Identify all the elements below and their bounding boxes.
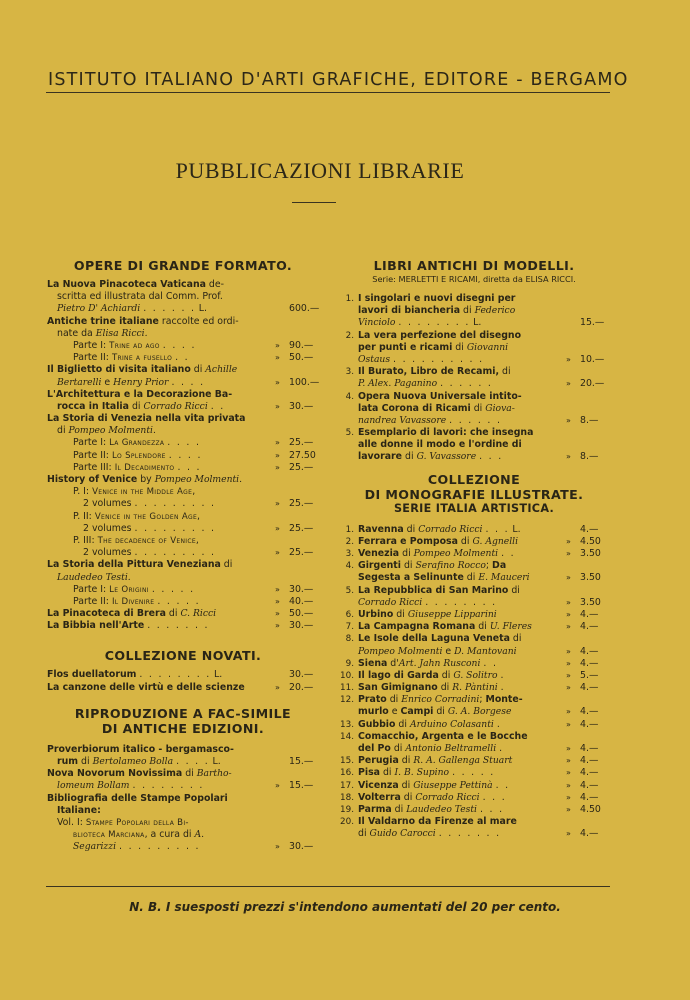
item-text: Pompeo Molmenti e D. Mantovani [358, 645, 517, 657]
item-text: alle donne il modo e l'ordine di [358, 439, 522, 451]
section-title-riproduzione-1: RIPRODUZIONE A FAC-SIMILE [74, 705, 292, 721]
item-text: Comacchio, Argenta e le Bocche [358, 730, 528, 742]
list-item [340, 767, 608, 779]
item-text: Le Isole della Laguna Veneta di [358, 633, 522, 645]
item-text: L'Architettura e la Decorazione Ba- [47, 388, 233, 400]
item-price: 4.— [580, 779, 599, 791]
list-item [47, 486, 319, 498]
item-text: P. II: Venice in the Golden Age, [73, 510, 201, 522]
item-price: 600.— [289, 303, 320, 315]
ditto-mark: » [275, 621, 280, 631]
list-item [47, 596, 319, 608]
item-price: 4.— [580, 706, 599, 718]
ditto-mark: » [566, 646, 571, 656]
item-price: 27.50 [289, 449, 316, 461]
item-text: La Pinacoteca di Brera di C. Ricci [47, 608, 217, 620]
list-item [340, 451, 608, 463]
item-text: P. I: Venice in the Middle Age, [73, 486, 196, 498]
left-column [47, 258, 319, 854]
section-title-monografie-2: DI MONOGRAFIE ILLUSTRATE. [364, 486, 584, 502]
ditto-mark: » [275, 548, 280, 558]
list-item [340, 342, 608, 354]
item-text: La Repubblica di San Marino di [358, 584, 520, 596]
ditto-mark: » [566, 549, 571, 558]
list-item [47, 328, 319, 340]
item-text: Girgenti di Serafino Rocco; Da [358, 560, 507, 572]
ditto-mark: » [566, 670, 571, 680]
list-item [340, 755, 608, 767]
list-novati [47, 669, 319, 693]
ditto-mark: » [275, 377, 280, 387]
list-item [340, 609, 608, 621]
item-price: 4.50 [580, 535, 601, 547]
item-text: Il Biglietto di visita italiano di Achille [47, 364, 238, 376]
item-text: per punti e ricami di Giovanni [358, 341, 509, 353]
ditto-mark: » [566, 719, 571, 729]
list-item [47, 413, 319, 425]
price-note: N. B. I suesposti prezzi s'intendono aumentati del 20 per cento. [129, 900, 561, 914]
list-item [340, 804, 608, 816]
item-text: lavori di biancheria di Federico [358, 305, 516, 317]
ditto-mark: » [566, 354, 571, 364]
item-text: Parte II: Lo Splendore . . . . [73, 449, 203, 461]
item-text: Pietro D' Achiardi . . . . . . L. [57, 303, 207, 315]
ditto-mark: » [275, 340, 280, 350]
item-price: 30.— [289, 620, 314, 632]
ditto-mark: » [275, 462, 280, 472]
item-text: La Nuova Pinacoteca Vaticana de- [47, 279, 225, 290]
item-text: P. III: The decadence of Venice, [73, 534, 199, 546]
item-price: 30.— [289, 400, 314, 412]
item-text: scritta ed illustrata dal Comm. Prof. [57, 291, 223, 303]
list-item [47, 377, 319, 389]
ditto-mark: » [275, 499, 280, 509]
item-text: 2 volumes . . . . . . . . . [83, 547, 216, 559]
item-text: lavorare di G. Vavassore . . . [358, 451, 504, 463]
list-item [340, 646, 608, 658]
list-item [47, 364, 319, 376]
item-number: 2. [345, 536, 354, 547]
ditto-mark: » [566, 379, 571, 389]
item-text: Perugia di R. A. Gallenga Stuart [358, 755, 513, 767]
item-price: 25.— [289, 522, 314, 534]
list-item [47, 744, 319, 756]
item-text: lata Corona di Ricami di Giova- [358, 402, 515, 414]
list-item [47, 535, 319, 547]
item-text: Parte III: Il Decadimento . . . [73, 461, 202, 473]
list-item [340, 378, 608, 390]
item-price: 4.— [580, 791, 599, 803]
ditto-mark: » [566, 768, 571, 778]
item-text: Vol. I: Stampe Popolari della Bi- [57, 816, 189, 828]
item-price: 4.— [580, 718, 599, 730]
list-item [47, 768, 319, 780]
list-item [340, 354, 608, 366]
item-number: 4. [345, 391, 354, 402]
item-text: San Gimignano di R. Pàntini . [358, 682, 506, 694]
item-text: La vera perfezione del disegno [358, 329, 522, 341]
ditto-mark: » [275, 781, 280, 791]
item-text: Vicenza di Giuseppe Pettinà . . [358, 779, 510, 791]
ditto-mark: » [275, 842, 280, 852]
ditto-mark: » [566, 756, 571, 766]
item-text: La Storia di Venezia nella vita privata [47, 413, 246, 425]
list-item [340, 706, 608, 718]
list-item [340, 439, 608, 451]
list-item [340, 658, 608, 670]
item-price: 5.— [580, 669, 599, 681]
ditto-mark: » [566, 415, 571, 425]
item-text: Bertarelli e Henry Prior . . . . [57, 376, 205, 388]
section-title-novati: COLLEZIONE NOVATI. [104, 648, 262, 664]
list-item [340, 427, 608, 439]
list-item [47, 316, 319, 328]
list-item [340, 305, 608, 317]
list-item [340, 780, 608, 792]
item-number: 15. [340, 756, 354, 767]
list-libri [340, 293, 608, 464]
header-rule [46, 92, 610, 93]
item-price: 15.— [580, 317, 605, 329]
item-number: 5. [345, 585, 354, 596]
item-text: Il Valdarno da Firenze al mare [358, 816, 517, 828]
item-number: 8. [345, 634, 354, 645]
item-text: del Po di Antonio Beltramelli . [358, 743, 504, 754]
item-number: 12. [340, 695, 354, 706]
right-column [340, 258, 608, 841]
item-text: Proverbiorum italico - bergamasco- [47, 743, 234, 755]
title-rule [292, 202, 336, 203]
list-item [47, 340, 319, 352]
item-text: History of Venice by Pompeo Molmenti. [47, 474, 243, 485]
item-text: di Pompeo Molmenti. [57, 425, 156, 437]
item-text: Gubbio di Arduino Colasanti . [358, 718, 502, 730]
item-price: 3.50 [580, 572, 601, 584]
ditto-mark: » [566, 622, 571, 632]
ditto-mark: » [566, 573, 571, 583]
publisher-header: ISTITUTO ITALIANO D'ARTI GRAFICHE, EDITORE - BERGAMO [48, 70, 629, 90]
item-number: 14. [340, 731, 354, 742]
item-text: nate da Elisa Ricci. [57, 327, 148, 339]
item-price: 50.— [289, 352, 314, 364]
list-item [340, 366, 608, 378]
item-text: Ravenna di Corrado Ricci . . . L. [358, 523, 521, 535]
list-item [47, 389, 319, 401]
item-number: 6. [345, 609, 354, 620]
item-price: 90.— [289, 339, 314, 351]
item-number: 4. [345, 561, 354, 572]
item-number: 1. [345, 294, 354, 304]
item-price: 4.— [580, 767, 599, 779]
item-text: Esemplario di lavori: che insegna [358, 427, 534, 439]
item-number: 20. [340, 817, 354, 828]
item-text: Flos duellatorum . . . . . . . . L. [47, 669, 223, 681]
item-price: 10.— [580, 353, 605, 365]
ditto-mark: » [566, 707, 571, 717]
item-number: 2. [345, 330, 354, 341]
list-item [340, 548, 608, 560]
item-price: 25.— [289, 437, 314, 449]
list-item [340, 585, 608, 597]
item-text: Il Burato, Libro de Recami, di [358, 366, 511, 378]
item-number: 1. [345, 524, 354, 535]
list-item [47, 793, 319, 805]
item-price: 4.— [580, 828, 599, 840]
ditto-mark: » [566, 609, 571, 619]
item-text: Parma di Laudedeo Testi . . . [358, 803, 504, 815]
item-text: La Bibbia nell'Arte . . . . . . . [47, 620, 210, 632]
item-text: 2 volumes . . . . . . . . . [83, 522, 216, 534]
list-item [340, 694, 608, 706]
list-item [47, 523, 319, 535]
list-item [340, 816, 608, 828]
item-text: Segarizzi . . . . . . . . . [73, 841, 201, 853]
list-item [340, 633, 608, 645]
list-item [47, 756, 319, 768]
item-text: rum di Bertolameo Bolla . . . . L. [57, 756, 221, 767]
item-text: La canzone delle virtù e delle scienze [47, 681, 245, 693]
list-item [340, 621, 608, 633]
list-item [340, 719, 608, 731]
item-number: 11. [340, 683, 354, 694]
list-item [47, 401, 319, 413]
list-item [340, 828, 608, 840]
ditto-mark: » [566, 792, 571, 802]
list-opere [47, 279, 319, 632]
item-text: La Storia della Pittura Veneziana di [47, 559, 233, 571]
ditto-mark: » [275, 596, 280, 606]
section-title-monografie-1: COLLEZIONE [427, 471, 521, 487]
list-item [47, 572, 319, 584]
item-text: Parte I: Trine ad ago . . . . [73, 339, 197, 351]
item-price: 3.50 [580, 596, 601, 608]
item-text: Volterra di Corrado Ricci . . . [358, 791, 507, 803]
item-price: 15.— [289, 756, 314, 767]
ditto-mark: » [566, 829, 571, 839]
ditto-mark: » [566, 683, 571, 693]
item-text: di Guido Carocci . . . . . . . [358, 828, 501, 840]
item-text: Parte II: Il Divenire . . . . . [73, 595, 201, 607]
item-price: 8.— [580, 414, 599, 426]
item-text: Il lago di Garda di G. Solitro . [358, 669, 506, 681]
ditto-mark: » [275, 584, 280, 594]
list-riproduzione [47, 744, 319, 854]
item-price: 4.— [580, 645, 599, 657]
list-item [47, 608, 319, 620]
item-text: lomeum Bollam . . . . . . . . [57, 780, 205, 792]
item-number: 16. [340, 768, 354, 779]
item-price: 25.— [289, 547, 314, 559]
list-item [340, 572, 608, 584]
ditto-mark: » [566, 597, 571, 607]
list-item [47, 682, 319, 694]
item-text: I singolari e nuovi disegni per [358, 293, 516, 304]
list-item [340, 403, 608, 415]
list-item [47, 584, 319, 596]
list-item [340, 330, 608, 342]
item-text: blioteca Marciana, a cura di A. [73, 829, 205, 841]
item-price: 30.— [289, 841, 314, 853]
item-price: 40.— [289, 595, 314, 607]
item-text: Antiche trine italiane raccolte ed ordi- [47, 315, 239, 327]
list-item [47, 559, 319, 571]
ditto-mark: » [275, 438, 280, 448]
item-text: Siena d'Art. Jahn Rusconi . . [358, 657, 498, 669]
item-text: Ostaus . . . . . . . . . . [358, 353, 484, 365]
list-item [47, 352, 319, 364]
list-item [340, 597, 608, 609]
list-item [340, 792, 608, 804]
item-text: Nova Novorum Novissima di Bartho- [47, 768, 232, 780]
list-item [340, 524, 608, 536]
item-number: 10. [340, 670, 354, 681]
ditto-mark: » [566, 536, 571, 546]
list-item [47, 474, 319, 486]
item-text: Segesta a Selinunte di E. Mauceri [358, 572, 530, 584]
list-item [47, 425, 319, 437]
item-price: 25.— [289, 498, 314, 510]
ditto-mark: » [275, 523, 280, 533]
list-item [340, 682, 608, 694]
ditto-mark: » [566, 780, 571, 790]
item-price: 30.— [289, 583, 314, 595]
list-item [340, 391, 608, 403]
list-item [340, 293, 608, 305]
item-price: 30.— [289, 669, 314, 681]
list-item [47, 547, 319, 559]
list-item [47, 805, 319, 817]
item-text: La Campagna Romana di U. Fleres [358, 621, 532, 633]
item-text: 2 volumes . . . . . . . . . [83, 498, 216, 510]
item-price: 50.— [289, 608, 314, 620]
item-text: Bibliografia delle Stampe Popolari [47, 792, 228, 804]
list-item [47, 303, 319, 315]
item-number: 5. [345, 428, 354, 439]
section-subtitle-italia-artistica: SERIE ITALIA ARTISTICA. [393, 501, 555, 515]
item-text: Prato di Enrico Corradini; Monte- [358, 694, 523, 706]
ditto-mark: » [275, 682, 280, 692]
list-item [340, 731, 608, 743]
list-item [47, 511, 319, 523]
list-item [47, 829, 319, 841]
item-number: 17. [340, 780, 354, 791]
item-price: 4.— [580, 657, 599, 669]
list-item [340, 536, 608, 548]
item-price: 8.— [580, 451, 599, 463]
item-price: 4.— [580, 523, 599, 535]
list-monografie [340, 524, 608, 841]
section-title-opere: OPERE DI GRANDE FORMATO. [73, 258, 293, 273]
ditto-mark: » [275, 353, 280, 363]
ditto-mark: » [275, 609, 280, 619]
item-text: Ferrara e Pomposa di G. Agnelli [358, 535, 519, 547]
item-number: 19. [340, 804, 354, 815]
item-text: rocca in Italia di Corrado Ricci . . [57, 400, 226, 412]
series-line: Serie: MERLETTI E RICAMI, diretta da ELISA RICCI. [372, 274, 576, 284]
list-item [340, 670, 608, 682]
list-item [47, 462, 319, 474]
item-price: 100.— [289, 376, 320, 388]
item-text: Venezia di Pompeo Molmenti . . [358, 548, 516, 559]
item-number: 3. [345, 367, 354, 378]
item-price: 4.50 [580, 803, 601, 815]
item-text: Parte I: La Grandezza . . . . [73, 437, 201, 449]
item-price: 3.50 [580, 548, 601, 559]
item-price: 20.— [289, 681, 314, 693]
ditto-mark: » [566, 744, 571, 753]
item-price: 15.— [289, 780, 314, 792]
item-number: 9. [345, 658, 354, 669]
item-number: 13. [340, 719, 354, 730]
section-title-libri: LIBRI ANTICHI DI MODELLI. [373, 258, 575, 273]
item-text: nandrea Vavassore . . . . . . [358, 414, 502, 426]
item-number: 3. [345, 549, 354, 559]
ditto-mark: » [566, 658, 571, 668]
item-text: Urbino di Giuseppe Lipparini [358, 608, 497, 620]
item-text: Laudedeo Testi. [57, 571, 131, 583]
list-item [47, 817, 319, 829]
section-title-riproduzione-2: DI ANTICHE EDIZIONI. [101, 720, 265, 736]
ditto-mark: » [566, 804, 571, 814]
ditto-mark: » [275, 401, 280, 411]
item-text: Italiane: [57, 804, 101, 816]
item-text: Parte II: Trine a fusello . . [73, 352, 190, 364]
list-item [47, 620, 319, 632]
list-item [47, 437, 319, 449]
ditto-mark: » [275, 450, 280, 460]
list-item [340, 415, 608, 427]
list-item [47, 450, 319, 462]
item-price: 4.— [580, 755, 599, 767]
list-item [340, 560, 608, 572]
list-item [47, 780, 319, 792]
item-text: murlo e Campi di G. A. Borgese [358, 706, 512, 718]
item-price: 4.— [580, 743, 599, 754]
item-text: P. Alex. Paganino . . . . . . [358, 378, 493, 390]
item-number: 7. [345, 622, 354, 633]
page-title: PUBBLICAZIONI LIBRARIE [175, 158, 465, 183]
item-price: 4.— [580, 682, 599, 694]
list-item [47, 279, 319, 291]
list-item [340, 743, 608, 755]
list-item [340, 317, 608, 329]
footer-rule [46, 886, 610, 887]
item-price: 25.— [289, 461, 314, 473]
item-number: 18. [340, 792, 354, 803]
list-item [47, 841, 319, 853]
list-item [47, 669, 319, 681]
item-price: 4.— [580, 608, 599, 620]
item-price: 4.— [580, 621, 599, 633]
item-text: Parte I: Le Origini . . . . . [73, 583, 195, 595]
list-item [47, 498, 319, 510]
list-item [47, 291, 319, 303]
item-text: Vinciolo . . . . . . . . L. [358, 317, 482, 329]
item-text: Opera Nuova Universale intito- [358, 390, 522, 402]
ditto-mark: » [566, 452, 571, 462]
item-price: 20.— [580, 378, 605, 390]
item-text: Pisa di I. B. Supino . . . . . [358, 767, 496, 779]
item-text: Corrado Ricci . . . . . . . . [358, 596, 497, 608]
